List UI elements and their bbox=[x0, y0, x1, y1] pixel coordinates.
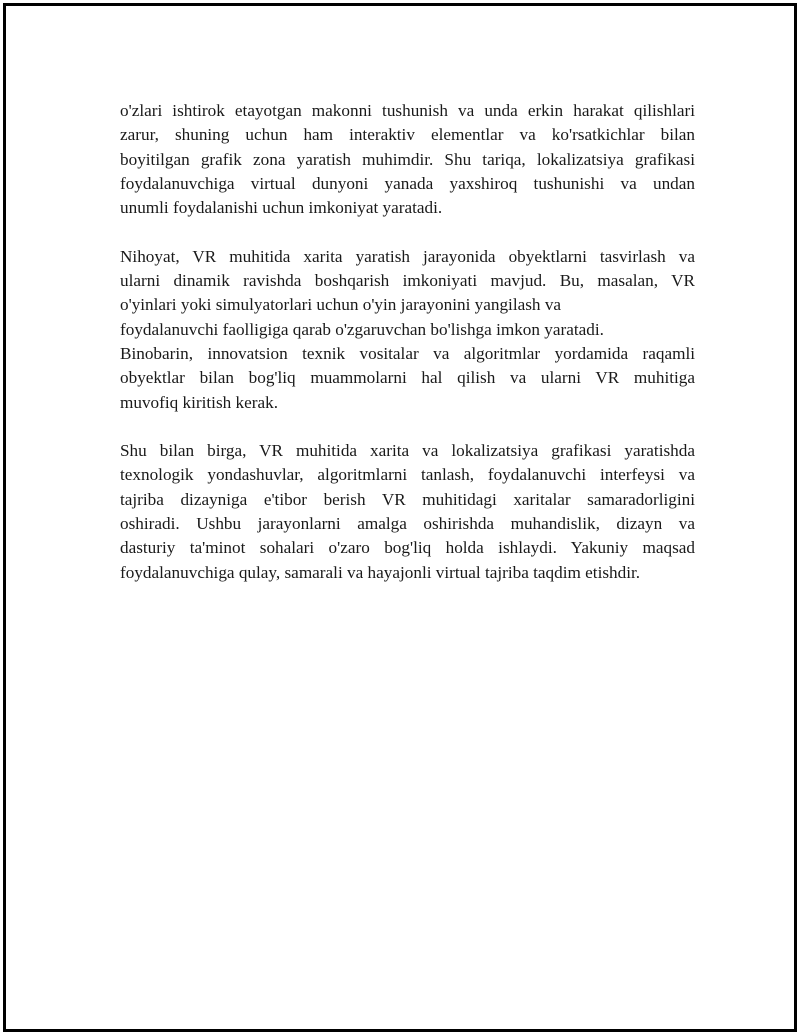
text-line: obyektlar bilan bog'liq muammolarni hal qilish va ularni VR muhitiga bbox=[120, 368, 695, 388]
text-line: tajriba dizayniga e'tibor berish VR muhitidagi xaritalar samaradorligini bbox=[120, 489, 695, 509]
text-line: texnologik yondashuvlar, algoritmlarni tanlash, foydalanuvchi interfeysi va bbox=[120, 465, 695, 485]
text-line: foydalanuvchi faolligiga qarab o'zgaruvchan bo'lishga imkon yaratadi. bbox=[120, 319, 604, 339]
paragraph-1 bbox=[120, 99, 695, 220]
text-line: ularni dinamik ravishda boshqarish imkoniyati mavjud. Bu, masalan, VR bbox=[120, 271, 695, 291]
text-line: foydalanuvchiga qulay, samarali va hayajonli virtual tajriba taqdim etishdir. bbox=[120, 562, 641, 582]
text-line: oshiradi. Ushbu jarayonlarni amalga oshirishda muhandislik, dizayn va bbox=[120, 514, 695, 534]
text-line: muvofiq kiritish kerak. bbox=[120, 392, 279, 412]
text-line: zarur, shuning uchun ham interaktiv elementlar va ko'rsatkichlar bilan bbox=[120, 125, 695, 145]
page-body bbox=[120, 99, 695, 609]
text-line: dasturiy ta'minot sohalari o'zaro bog'liq holda ishlaydi. Yakuniy maqsad bbox=[120, 538, 695, 558]
text-line: Shu bilan birga, VR muhitida xarita va lokalizatsiya grafikasi yaratishda bbox=[120, 441, 695, 461]
paragraph-2 bbox=[120, 245, 695, 415]
page-frame bbox=[3, 3, 797, 1032]
text-line: o'yinlari yoki simulyatorlari uchun o'yin jarayonini yangilash va bbox=[120, 295, 562, 315]
text-line: foydalanuvchiga virtual dunyoni yanada yaxshiroq tushunishi va undan bbox=[120, 173, 695, 193]
text-line: o'zlari ishtirok etayotgan makonni tushunish va unda erkin harakat qilishlari bbox=[120, 101, 695, 120]
text-line: Binobarin, innovatsion texnik vositalar va algoritmlar yordamida raqamli bbox=[120, 343, 695, 363]
paragraph-3 bbox=[120, 439, 695, 585]
text-line: boyitilgan grafik zona yaratish muhimdir. Shu tariqa, lokalizatsiya grafikasi bbox=[120, 149, 695, 169]
text-line: unumli foydalanishi uchun imkoniyat yaratadi. bbox=[120, 198, 443, 218]
text-line: Nihoyat, VR muhitida xarita yaratish jarayonida obyektlarni tasvirlash va bbox=[120, 246, 695, 266]
